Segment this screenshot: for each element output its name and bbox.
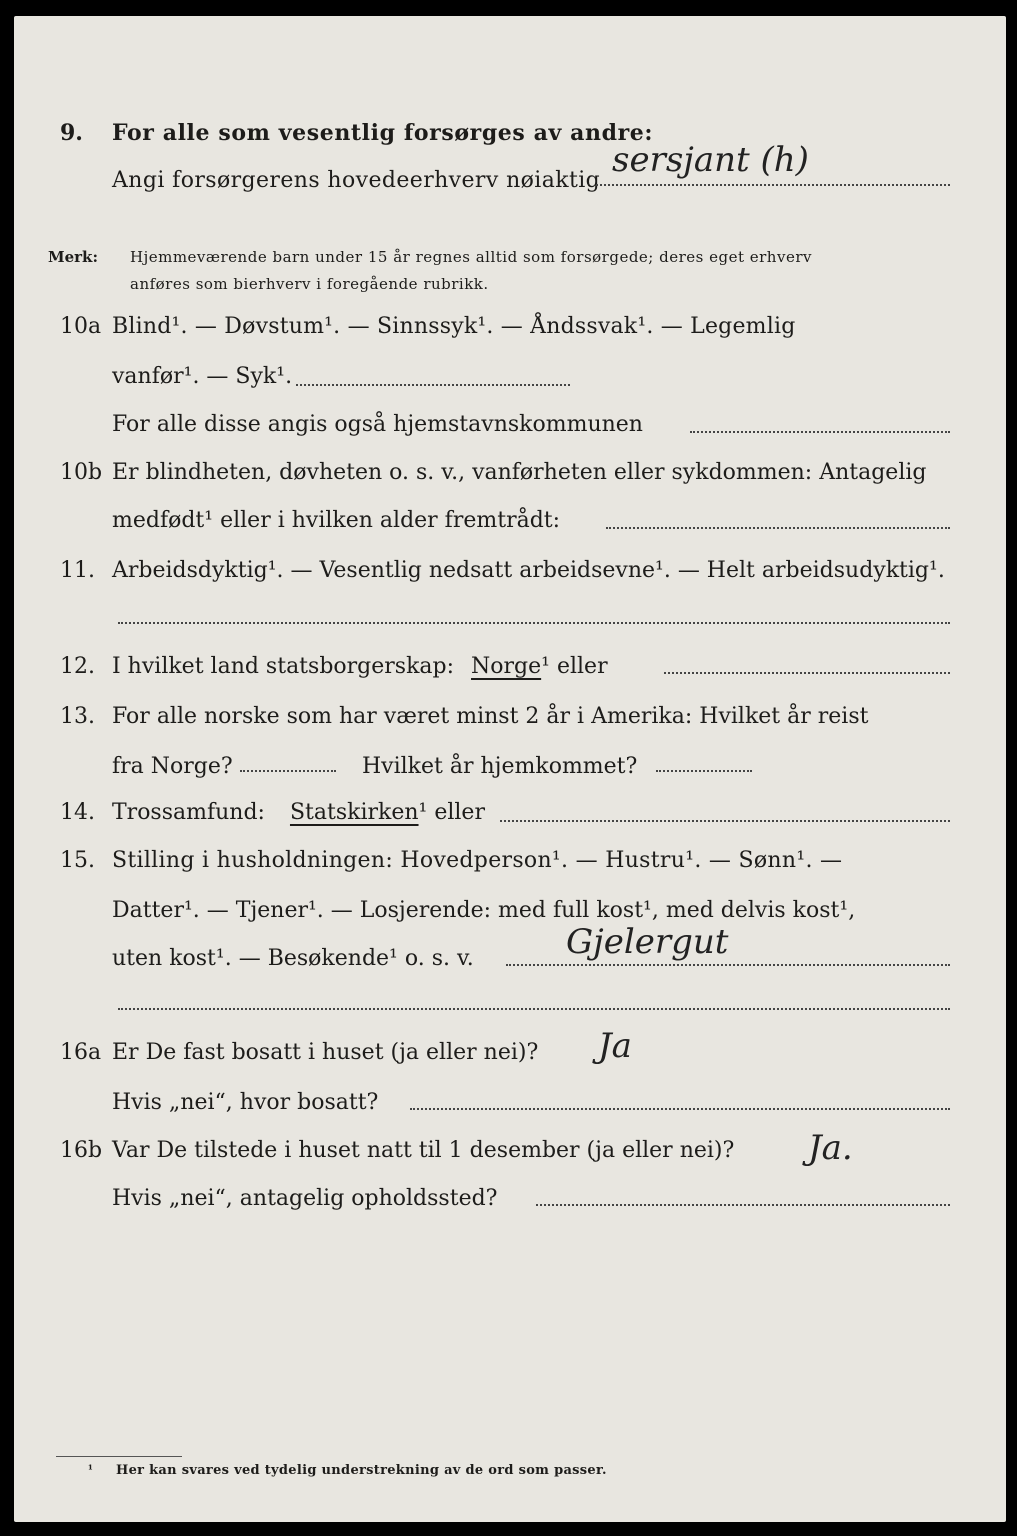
q10b-line1: Er blindheten, døvheten o. s. v., vanførheten eller sykdommen: Antagelig [112, 460, 927, 485]
q14-underlined-answer: Statskirken [289, 800, 419, 825]
q10a-hometown-line [690, 431, 950, 433]
q14-answer-line [500, 820, 950, 822]
q11-number: 11. [60, 558, 95, 583]
footnote-mark: ¹ [88, 1463, 93, 1476]
q14-number: 14. [60, 800, 95, 825]
q13-returned-line [656, 770, 752, 772]
q9-question: Angi forsørgerens hovedeerhverv nøiaktig [112, 168, 601, 193]
q14-suffix: ¹ eller [418, 800, 485, 825]
q11-answer-line [118, 622, 950, 624]
q13-emigrated-line [240, 770, 336, 772]
q9-answer-line [596, 184, 950, 186]
q12-line [112, 652, 608, 682]
q10a-line1: Blind¹. — Døvstum¹. — Sinnssyk¹. — Åndssvak¹. — Legemlig [112, 314, 796, 339]
q10a-line2: vanfør¹. — Syk¹. [112, 364, 293, 389]
q9-number: 9. [60, 120, 83, 146]
q13-returned-label: Hvilket år hjemkommet? [362, 754, 638, 779]
q16b-handwritten-answer: Ja. [808, 1128, 853, 1168]
merk-label: Merk: [48, 248, 98, 266]
q16b-answer-line [536, 1204, 950, 1206]
q16a-line1: Er De fast bosatt i huset (ja eller nei)? [112, 1040, 539, 1065]
q10a-line3: For alle disse angis også hjemstavnskommunen [112, 412, 643, 437]
q16b-line1: Var De tilstede i huset natt til 1 desember (ja eller nei)? [112, 1138, 735, 1163]
q15-answer-line [506, 964, 950, 966]
q16a-handwritten-answer: Ja [598, 1026, 632, 1066]
q15-extra-line [118, 1008, 950, 1010]
q15-handwritten-answer: Gjelergut [566, 922, 729, 962]
q13-line1: For alle norske som har været minst 2 år i Amerika: Hvilket år reist [112, 704, 869, 729]
q11-line1: Arbeidsdyktig¹. — Vesentlig nedsatt arbeidsevne¹. — Helt arbeidsudyktig¹. [112, 558, 945, 583]
q13-number: 13. [60, 704, 95, 729]
q16b-line2: Hvis „nei“, antagelig opholdssted? [112, 1186, 498, 1211]
q12-answer-line [664, 672, 950, 674]
q10b-number: 10b [60, 460, 103, 485]
q10a-number: 10a [60, 314, 102, 339]
merk-text-line2: anføres som bierhverv i foregående rubrikk. [130, 275, 489, 293]
q16a-line2: Hvis „nei“, hvor bosatt? [112, 1090, 379, 1115]
footnote-text: Her kan svares ved tydelig understrekning av de ord som passer. [116, 1463, 607, 1478]
q14-question: Trossamfund: [112, 800, 265, 825]
q15-line1: Stilling i husholdningen: Hovedperson¹. — Hustru¹. — Sønn¹. — [112, 848, 843, 873]
q16a-number: 16a [60, 1040, 102, 1065]
q14-line [112, 798, 485, 828]
q12-underlined-answer: Norge [471, 654, 542, 679]
q15-line3: uten kost¹. — Besøkende¹ o. s. v. [112, 946, 474, 971]
q12-question: I hvilket land statsborgerskap: [112, 654, 455, 679]
merk-text-line1: Hjemmeværende barn under 15 år regnes alltid som forsørgede; deres eget erhverv [130, 248, 812, 266]
q9-heading: For alle som vesentlig forsørges av andre: [112, 120, 654, 146]
q16a-answer-line [410, 1108, 950, 1110]
q10b-answer-line [606, 527, 950, 529]
footnote-separator [56, 1456, 182, 1457]
q10b-line2: medfødt¹ eller i hvilken alder fremtrådt: [112, 508, 561, 533]
q16b-number: 16b [60, 1138, 103, 1163]
q10a-answer-line [296, 384, 570, 386]
q13-emigrated-label: fra Norge? [112, 754, 233, 779]
q12-number: 12. [60, 654, 95, 679]
q15-number: 15. [60, 848, 95, 873]
q15-line2: Datter¹. — Tjener¹. — Losjerende: med full kost¹, med delvis kost¹, [112, 898, 856, 923]
q9-handwritten-answer: sersjant (h) [612, 140, 809, 180]
q12-suffix: ¹ eller [541, 654, 608, 679]
